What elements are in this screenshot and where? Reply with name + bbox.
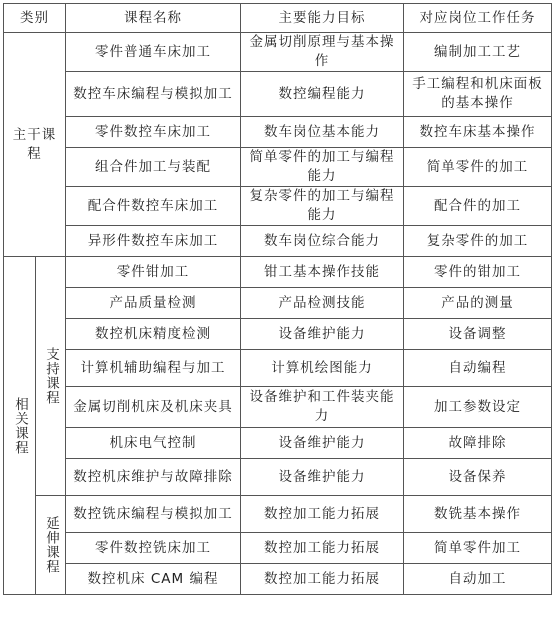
ability-goal: 设备维护能力 bbox=[241, 428, 404, 459]
job-task: 故障排除 bbox=[404, 428, 552, 459]
ability-goal: 钳工基本操作技能 bbox=[241, 257, 404, 288]
category-support-courses: 支持课程 bbox=[36, 257, 66, 496]
category-main-courses: 主干课程 bbox=[4, 33, 66, 257]
ability-goal: 数控编程能力 bbox=[241, 72, 404, 117]
job-task: 设备保养 bbox=[404, 459, 552, 496]
table-header-row bbox=[4, 4, 552, 33]
ability-goal: 数车岗位综合能力 bbox=[241, 226, 404, 257]
ability-goal: 金属切削原理与基本操作 bbox=[241, 33, 404, 72]
course-table bbox=[3, 3, 552, 595]
table-row bbox=[4, 350, 552, 387]
table-row bbox=[4, 33, 552, 72]
course-name: 金属切削机床及机床夹具 bbox=[66, 387, 241, 428]
table-row bbox=[4, 533, 552, 564]
job-task: 配合件的加工 bbox=[404, 187, 552, 226]
course-name: 数控铣床编程与模拟加工 bbox=[66, 496, 241, 533]
course-name: 零件数控铣床加工 bbox=[66, 533, 241, 564]
job-task: 零件的钳加工 bbox=[404, 257, 552, 288]
course-name: 零件数控车床加工 bbox=[66, 117, 241, 148]
ability-goal: 简单零件的加工与编程能力 bbox=[241, 148, 404, 187]
header-job-task: 对应岗位工作任务 bbox=[404, 4, 552, 33]
job-task: 手工编程和机床面板的基本操作 bbox=[404, 72, 552, 117]
course-name: 数控机床维护与故障排除 bbox=[66, 459, 241, 496]
ability-goal: 数车岗位基本能力 bbox=[241, 117, 404, 148]
header-course-name: 课程名称 bbox=[66, 4, 241, 33]
table-row bbox=[4, 387, 552, 428]
ability-goal: 数控加工能力拓展 bbox=[241, 496, 404, 533]
ability-goal: 设备维护能力 bbox=[241, 319, 404, 350]
course-name: 计算机辅助编程与加工 bbox=[66, 350, 241, 387]
job-task: 数铣基本操作 bbox=[404, 496, 552, 533]
table-row bbox=[4, 496, 552, 533]
course-name: 组合件加工与装配 bbox=[66, 148, 241, 187]
course-name: 数控机床精度检测 bbox=[66, 319, 241, 350]
job-task: 加工参数设定 bbox=[404, 387, 552, 428]
course-name: 机床电气控制 bbox=[66, 428, 241, 459]
table-row bbox=[4, 257, 552, 288]
table-row bbox=[4, 187, 552, 226]
category-extension-courses: 延伸课程 bbox=[36, 496, 66, 595]
table-row bbox=[4, 226, 552, 257]
job-task: 设备调整 bbox=[404, 319, 552, 350]
category-related-courses: 相关课程 bbox=[4, 257, 36, 595]
header-ability-goal: 主要能力目标 bbox=[241, 4, 404, 33]
ability-goal: 设备维护和工件装夹能力 bbox=[241, 387, 404, 428]
job-task: 简单零件加工 bbox=[404, 533, 552, 564]
table-row bbox=[4, 148, 552, 187]
table-row bbox=[4, 428, 552, 459]
course-name: 零件普通车床加工 bbox=[66, 33, 241, 72]
course-name: 数控机床 CAM 编程 bbox=[66, 564, 241, 595]
table-row bbox=[4, 117, 552, 148]
course-name: 配合件数控车床加工 bbox=[66, 187, 241, 226]
course-name: 异形件数控车床加工 bbox=[66, 226, 241, 257]
ability-goal: 数控加工能力拓展 bbox=[241, 533, 404, 564]
table-row bbox=[4, 319, 552, 350]
job-task: 编制加工工艺 bbox=[404, 33, 552, 72]
job-task: 自动编程 bbox=[404, 350, 552, 387]
course-name: 产品质量检测 bbox=[66, 288, 241, 319]
table-row bbox=[4, 459, 552, 496]
job-task: 自动加工 bbox=[404, 564, 552, 595]
header-category: 类别 bbox=[4, 4, 66, 33]
ability-goal: 设备维护能力 bbox=[241, 459, 404, 496]
job-task: 数控车床基本操作 bbox=[404, 117, 552, 148]
job-task: 简单零件的加工 bbox=[404, 148, 552, 187]
ability-goal: 数控加工能力拓展 bbox=[241, 564, 404, 595]
ability-goal: 计算机绘图能力 bbox=[241, 350, 404, 387]
table-row bbox=[4, 564, 552, 595]
table-row bbox=[4, 288, 552, 319]
job-task: 产品的测量 bbox=[404, 288, 552, 319]
ability-goal: 产品检测技能 bbox=[241, 288, 404, 319]
job-task: 复杂零件的加工 bbox=[404, 226, 552, 257]
course-name: 零件钳加工 bbox=[66, 257, 241, 288]
ability-goal: 复杂零件的加工与编程能力 bbox=[241, 187, 404, 226]
table-row bbox=[4, 72, 552, 117]
course-name: 数控车床编程与模拟加工 bbox=[66, 72, 241, 117]
